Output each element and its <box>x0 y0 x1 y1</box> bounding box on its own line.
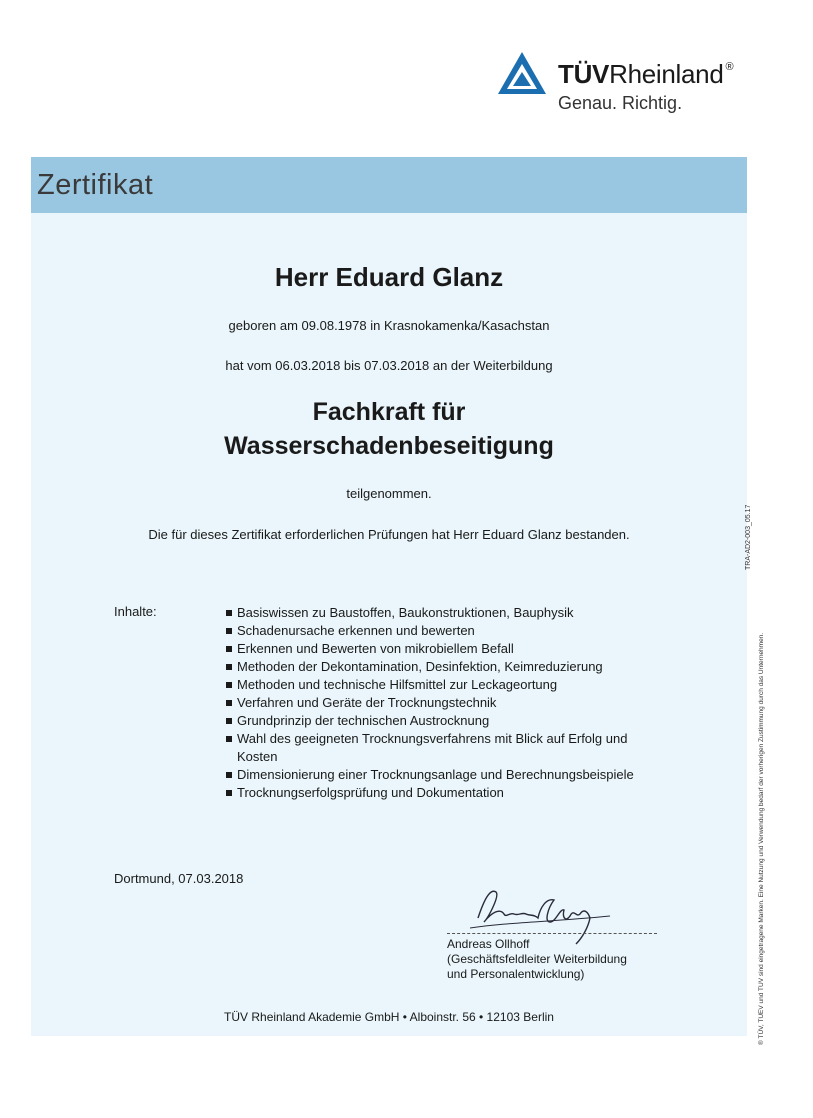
list-item <box>226 784 656 802</box>
exam-passed-text: Die für dieses Zertifikat erforderlichen Prüfungen hat Herr Eduard Glanz bestanden. <box>148 527 630 542</box>
signer-role-line-2: und Personalentwicklung) <box>447 967 585 981</box>
trademark-note: ® TÜV, TUEV und TUV sind eingetragene Marken. Eine Nutzung und Verwendung bedarf der vorherigen Zustimmung durch das Unternehmen. <box>758 632 765 1045</box>
bullet-icon <box>226 736 232 742</box>
training-period: hat vom 06.03.2018 bis 07.03.2018 an der Weiterbildung <box>225 358 553 373</box>
tuv-triangle-icon <box>496 50 548 96</box>
bullet-icon <box>226 700 232 706</box>
list-item-text: Wahl des geeigneten Trocknungsverfahrens mit Blick auf Erfolg und Kosten <box>237 731 628 764</box>
list-item-text: Methoden und technische Hilfsmittel zur Leckageortung <box>237 677 558 692</box>
birth-info: geboren am 09.08.1978 in Krasnokamenka/Kasachstan <box>228 318 550 333</box>
title-banner <box>31 157 747 213</box>
list-item <box>226 622 656 640</box>
list-item-text: Erkennen und Bewerten von mikrobiellem Befall <box>237 641 514 656</box>
bullet-icon <box>226 790 232 796</box>
bullet-icon <box>226 646 232 652</box>
list-item-text: Basiswissen zu Baustoffen, Baukonstruktionen, Bauphysik <box>237 605 574 620</box>
brand-slogan: Genau. Richtig. <box>558 93 683 113</box>
form-code: TRA-AD2-003_05.17 <box>745 504 752 570</box>
contents-label: Inhalte: <box>114 604 157 619</box>
list-item <box>226 712 656 730</box>
footer-address: TÜV Rheinland Akademie GmbH • Alboinstr. 56 • 12103 Berlin <box>224 1010 554 1024</box>
bullet-icon <box>226 682 232 688</box>
participation-text: teilgenommen. <box>346 486 432 501</box>
bullet-icon <box>226 610 232 616</box>
bullet-icon <box>226 628 232 634</box>
signer-name: Andreas Ollhoff <box>447 937 530 951</box>
list-item <box>226 658 656 676</box>
list-item-text: Grundprinzip der technischen Austrocknung <box>237 713 490 728</box>
tuv-logo <box>496 50 766 120</box>
list-item <box>226 730 656 766</box>
signer-role-line-1: (Geschäftsfeldleiter Weiterbildung <box>447 952 627 966</box>
certificate-heading: Zertifikat <box>37 169 154 201</box>
list-item-text: Trocknungserfolgsprüfung und Dokumentation <box>237 785 504 800</box>
course-title-line-1: Fachkraft für <box>312 398 466 426</box>
list-item-text: Verfahren und Geräte der Trocknungstechnik <box>237 695 497 710</box>
list-item-text: Dimensionierung einer Trocknungsanlage und Berechnungsbeispiele <box>237 767 634 782</box>
bullet-icon <box>226 718 232 724</box>
course-title-line-2: Wasserschadenbeseitigung <box>224 432 554 460</box>
signature-line <box>447 933 657 934</box>
list-item-text: Methoden der Dekontamination, Desinfektion, Keimreduzierung <box>237 659 603 674</box>
bullet-icon <box>226 664 232 670</box>
place-and-date: Dortmund, 07.03.2018 <box>114 871 244 886</box>
list-item <box>226 766 656 784</box>
list-item-text: Schadenursache erkennen und bewerten <box>237 623 475 638</box>
signer-block <box>447 937 627 982</box>
bullet-icon <box>226 772 232 778</box>
list-item <box>226 640 656 658</box>
brand-regular: Rheinland <box>609 59 724 89</box>
recipient-name: Herr Eduard Glanz <box>274 262 504 292</box>
list-item <box>226 676 656 694</box>
list-item <box>226 694 656 712</box>
contents-list <box>226 604 656 802</box>
registered-mark: ® <box>725 61 734 73</box>
brand-name <box>558 59 733 90</box>
list-item <box>226 604 656 622</box>
brand-bold: TÜV <box>558 59 610 89</box>
